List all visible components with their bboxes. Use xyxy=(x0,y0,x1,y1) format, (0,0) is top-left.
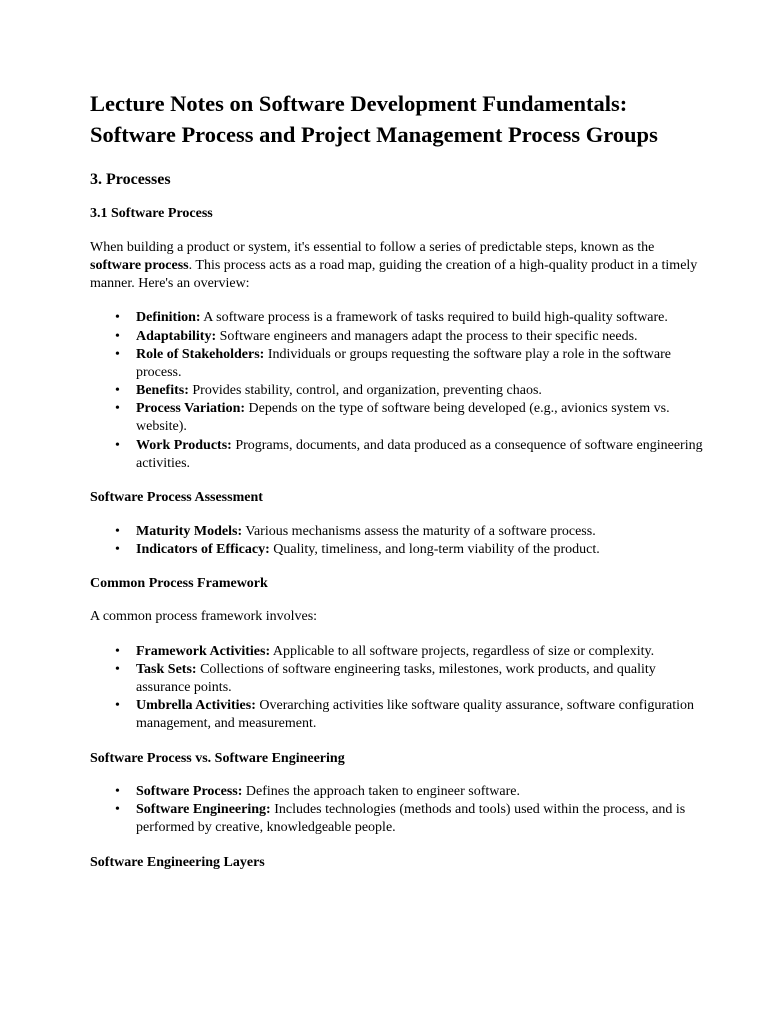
item-term: Work Products: xyxy=(136,437,232,453)
list-item xyxy=(136,697,708,733)
intro-bold-term: software process xyxy=(90,257,189,273)
item-text: Applicable to all software projects, regardless of size or complexity. xyxy=(270,643,655,659)
item-term: Software Engineering: xyxy=(136,802,271,818)
list-item xyxy=(136,400,708,436)
item-term: Definition: xyxy=(136,310,201,326)
item-text: Provides stability, control, and organization, preventing chaos. xyxy=(188,383,542,399)
list-item xyxy=(136,783,708,801)
item-term: Role of Stakeholders: xyxy=(136,346,265,362)
item-text: A software process is a framework of tasks required to build high-quality software. xyxy=(200,310,668,326)
item-term: Indicators of Efficacy: xyxy=(136,541,270,557)
item-text: Programs, documents, and data produced as a consequence of software engineering activities. xyxy=(136,437,703,471)
intro-text-before: When building a product or system, it's essential to follow a series of predictable steps, known as the xyxy=(90,239,655,255)
framework-intro: A common process framework involves: xyxy=(90,609,318,625)
item-term: Umbrella Activities: xyxy=(136,698,256,714)
item-term: Framework Activities: xyxy=(136,643,271,659)
list-item xyxy=(136,328,708,346)
versus-list xyxy=(90,783,708,838)
item-text: Defines the approach taken to engineer software. xyxy=(242,784,520,800)
item-text: Individuals or groups requesting the software play a role in the software process. xyxy=(136,346,671,380)
item-text: Collections of software engineering tasks, milestones, work products, and quality assurance points. xyxy=(136,661,656,695)
list-item xyxy=(136,541,708,559)
item-term: Task Sets: xyxy=(136,661,197,677)
item-text: Overarching activities like software quality assurance, software configuration management, and measurement. xyxy=(136,698,695,732)
list-item xyxy=(136,801,708,837)
item-term: Process Variation: xyxy=(136,401,246,417)
list-item xyxy=(136,309,708,327)
versus-heading: Software Process vs. Software Engineering xyxy=(90,750,345,766)
item-text: Various mechanisms assess the maturity of a software process. xyxy=(242,523,596,539)
item-term: Benefits: xyxy=(136,383,189,399)
list-item xyxy=(136,523,708,541)
item-text: Includes technologies (methods and tools) used within the process, and is performed by creative, knowledgeable people. xyxy=(136,802,686,836)
item-text: Quality, timeliness, and long-term viability of the product. xyxy=(269,541,600,557)
list-item xyxy=(136,661,708,697)
framework-list xyxy=(90,643,708,734)
list-item xyxy=(136,346,708,382)
intro-text-after: . This process acts as a road map, guiding the creation of a high-quality product in a timely manner. Here's an overview: xyxy=(90,257,698,292)
list-item xyxy=(136,382,708,400)
document-title: Lecture Notes on Software Development Fundamentals: Software Process and Project Management Process Groups xyxy=(90,91,658,148)
item-term: Adaptability: xyxy=(136,328,217,344)
framework-heading: Common Process Framework xyxy=(90,575,268,591)
item-text: Depends on the type of software being developed (e.g., avionics system vs. website). xyxy=(136,401,670,435)
list-item xyxy=(136,643,708,661)
overview-list xyxy=(90,309,708,473)
section-heading: 3. Processes xyxy=(90,171,171,189)
assessment-heading: Software Process Assessment xyxy=(90,490,263,506)
assessment-list xyxy=(90,523,708,559)
item-term: Software Process: xyxy=(136,784,243,800)
item-term: Maturity Models: xyxy=(136,523,243,539)
subsection-heading: 3.1 Software Process xyxy=(90,206,213,222)
list-item xyxy=(136,437,708,473)
item-text: Software engineers and managers adapt the process to their specific needs. xyxy=(216,328,638,344)
layers-heading: Software Engineering Layers xyxy=(90,854,265,870)
intro-paragraph xyxy=(90,239,708,294)
